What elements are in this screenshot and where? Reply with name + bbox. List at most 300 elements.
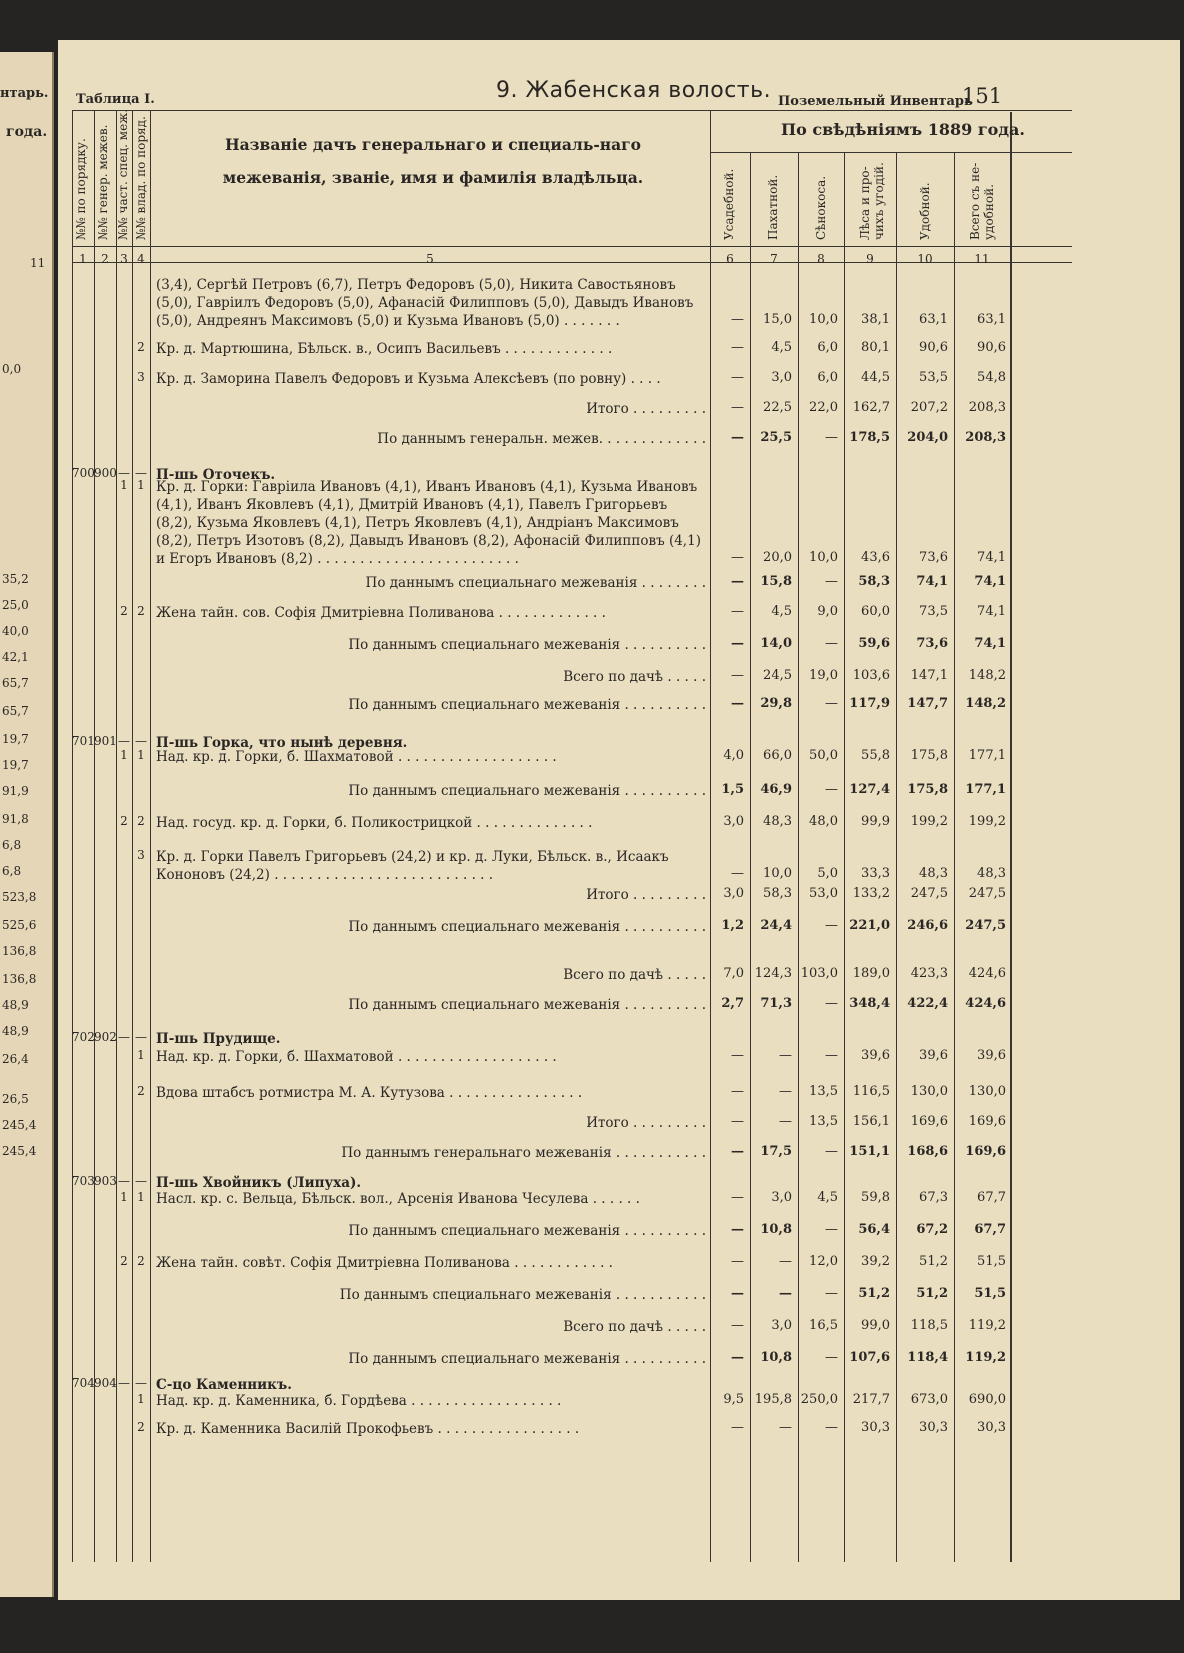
cell-value: 103,6 bbox=[852, 668, 890, 683]
cell-value: 58,3 bbox=[763, 886, 792, 901]
row-index-c1: 703 bbox=[72, 1174, 95, 1188]
left-page-value: 26,4 bbox=[2, 1052, 29, 1066]
cell-value: 16,5 bbox=[809, 1318, 838, 1333]
row-index-c4: 1 bbox=[137, 478, 145, 492]
owner-name: (3,4), Сергѣй Петровъ (6,7), Петръ Федоровъ (5,0), Никита Савостьяновъ (5,0), Гавріилъ Федоровъ (5,0), Афанасій Филипповъ (5,0), Давыдъ Ивановъ (5,0), Андреянъ Максимовъ (5,0) и Кузьма Ивановъ (5,0) . . . . . . . bbox=[156, 277, 694, 329]
cell-value: 59,8 bbox=[861, 1190, 890, 1205]
row-index-c3: 2 bbox=[120, 1254, 128, 1268]
owner-name: Вдова штабсъ ротмистра М. А. Кутузова . . . . . . . . . . . . . . . . bbox=[156, 1085, 583, 1101]
cell-value: 119,2 bbox=[965, 1350, 1006, 1365]
cell-value: 246,6 bbox=[907, 918, 948, 933]
row-index-c3: 1 bbox=[120, 748, 128, 762]
cell-value: — bbox=[825, 1222, 838, 1237]
left-page-value: 65,7 bbox=[2, 704, 29, 718]
left-page-value: 91,9 bbox=[2, 784, 29, 798]
cell-value: 169,6 bbox=[910, 1114, 948, 1129]
cell-value: 74,1 bbox=[916, 574, 948, 589]
cell-value: 20,0 bbox=[763, 550, 792, 565]
left-page-value: 48,9 bbox=[2, 1024, 29, 1038]
cell-value: — bbox=[731, 1190, 744, 1205]
cell-value: — bbox=[779, 1048, 792, 1063]
col-header-4: №№ влад. по поряд. bbox=[134, 116, 148, 240]
cell-value: — bbox=[779, 1286, 792, 1301]
row-index-c3: — bbox=[118, 734, 130, 748]
document-page bbox=[58, 40, 1180, 1600]
owner-name: Кр. д. Горки Павелъ Григорьевъ (24,2) и кр. д. Луки, Бѣльск. в., Исаакъ Кононовъ (24,2) . . . . . . . . . . . . . . . . . . . . . . . . . . bbox=[156, 849, 669, 883]
cell-value: 24,4 bbox=[760, 918, 792, 933]
row-index-c4: 1 bbox=[137, 748, 145, 762]
cell-value: — bbox=[731, 370, 744, 385]
cell-value: 74,1 bbox=[977, 550, 1006, 565]
cell-value: 424,6 bbox=[965, 996, 1006, 1011]
left-page-value: 35,2 bbox=[2, 572, 29, 586]
owner-name: По даннымъ специальнаго межеванія . . . . . . . . . . bbox=[348, 637, 706, 653]
cell-value: — bbox=[731, 1144, 744, 1159]
cell-value: — bbox=[779, 1114, 792, 1129]
owner-name: По даннымъ генеральнаго межеванія . . . . . . . . . . . bbox=[341, 1145, 706, 1161]
cell-value: 3,0 bbox=[771, 1190, 792, 1205]
owner-name: Над. госуд. кр. д. Горки, б. Поликострицкой . . . . . . . . . . . . . . bbox=[156, 815, 593, 831]
row-index-c4: 2 bbox=[137, 1254, 145, 1268]
cell-value: 53,5 bbox=[919, 370, 948, 385]
cell-value: 117,9 bbox=[849, 696, 890, 711]
cell-value: 124,3 bbox=[754, 966, 792, 981]
row-index-c4: 1 bbox=[137, 1392, 145, 1406]
column-number: 11 bbox=[974, 252, 990, 266]
cell-value: 127,4 bbox=[849, 782, 890, 797]
data-col-header-11: Всего съ не-удобной. bbox=[968, 162, 996, 240]
cell-value: 73,5 bbox=[919, 604, 948, 619]
cell-value: 3,0 bbox=[771, 1318, 792, 1333]
cell-value: 195,8 bbox=[754, 1392, 792, 1407]
table-label: Таблица I. bbox=[76, 92, 155, 107]
row-index-c3: — bbox=[118, 1376, 130, 1390]
row-index-c1: 702 bbox=[72, 1030, 95, 1044]
cell-value: 19,0 bbox=[809, 668, 838, 683]
col-header-2: №№ генер. межев. bbox=[96, 124, 110, 240]
cell-value: 30,3 bbox=[977, 1420, 1006, 1435]
year-rule bbox=[710, 152, 1072, 153]
left-page-value: 48,9 bbox=[2, 998, 29, 1012]
cell-value: 10,0 bbox=[763, 866, 792, 881]
cell-value: 39,6 bbox=[919, 1048, 948, 1063]
cell-value: — bbox=[731, 430, 744, 445]
col-line-2 bbox=[94, 110, 95, 1562]
cell-value: — bbox=[731, 1222, 744, 1237]
cell-value: 51,2 bbox=[916, 1286, 948, 1301]
cell-value: 424,6 bbox=[968, 966, 1006, 981]
owner-name: Насл. кр. с. Вельца, Бѣльск. вол., Арсенія Иванова Чесулева . . . . . . bbox=[156, 1191, 640, 1207]
cell-value: 148,2 bbox=[968, 668, 1006, 683]
cell-value: 1,2 bbox=[721, 918, 744, 933]
cell-value: 48,3 bbox=[977, 866, 1006, 881]
cell-value: 43,6 bbox=[861, 550, 890, 565]
cell-value: — bbox=[731, 1254, 744, 1269]
cell-value: 67,3 bbox=[919, 1190, 948, 1205]
cell-value: — bbox=[825, 1144, 838, 1159]
cell-value: 56,4 bbox=[858, 1222, 890, 1237]
cell-value: 6,0 bbox=[817, 340, 838, 355]
owner-name: Всего по дачѣ . . . . . bbox=[563, 669, 706, 685]
row-index-c2: 902 bbox=[94, 1030, 117, 1044]
row-index-c2: 904 bbox=[94, 1376, 117, 1390]
cell-value: 74,1 bbox=[977, 604, 1006, 619]
owner-name: Кр. д. Мартюшина, Бѣльск. в., Осипъ Васильевъ . . . . . . . . . . . . . bbox=[156, 341, 613, 357]
cell-value: 168,6 bbox=[907, 1144, 948, 1159]
cell-value: 44,5 bbox=[861, 370, 890, 385]
header-top-rule bbox=[72, 110, 1072, 111]
cell-value: — bbox=[779, 1254, 792, 1269]
left-page-value: 65,7 bbox=[2, 676, 29, 690]
header-bottom-rule bbox=[72, 246, 1072, 247]
row-index-c2: 903 bbox=[94, 1174, 117, 1188]
cell-value: — bbox=[731, 668, 744, 683]
cell-value: 162,7 bbox=[852, 400, 890, 415]
column-number: 6 bbox=[726, 252, 734, 266]
cell-value: 15,0 bbox=[763, 312, 792, 327]
owner-name: Итого . . . . . . . . . bbox=[586, 1115, 706, 1131]
row-index-c4: — bbox=[135, 1174, 147, 1188]
row-index-c4: 2 bbox=[137, 814, 145, 828]
cell-value: 48,0 bbox=[809, 814, 838, 829]
inventory-label: Поземельный Инвентарь bbox=[778, 94, 973, 109]
owner-name: По даннымъ специальнаго межеванія . . . . . . . . . . . bbox=[339, 1287, 706, 1303]
cell-value: — bbox=[731, 1048, 744, 1063]
row-index-c4: — bbox=[135, 466, 147, 480]
row-index-c2: 900 bbox=[94, 466, 117, 480]
row-index-c3: 1 bbox=[120, 1190, 128, 1204]
row-index-c4: 2 bbox=[137, 1084, 145, 1098]
cell-value: — bbox=[825, 782, 838, 797]
cell-value: 67,7 bbox=[974, 1222, 1006, 1237]
cell-value: 25,5 bbox=[760, 430, 792, 445]
row-index-c4: 2 bbox=[137, 1420, 145, 1434]
row-index-c1: 704 bbox=[72, 1376, 95, 1390]
cell-value: — bbox=[825, 430, 838, 445]
cell-value: — bbox=[731, 1318, 744, 1333]
cell-value: 22,5 bbox=[763, 400, 792, 415]
cell-value: 208,3 bbox=[968, 400, 1006, 415]
cell-value: — bbox=[731, 400, 744, 415]
left-page-value: 25,0 bbox=[2, 598, 29, 612]
cell-value: 250,0 bbox=[800, 1392, 838, 1407]
cell-value: 39,2 bbox=[861, 1254, 890, 1269]
cell-value: 67,7 bbox=[977, 1190, 1006, 1205]
row-index-c3: — bbox=[118, 1030, 130, 1044]
cell-value: 177,1 bbox=[965, 782, 1006, 797]
cell-value: 199,2 bbox=[910, 814, 948, 829]
cell-value: — bbox=[825, 1286, 838, 1301]
owner-name: Кр. д. Заморина Павелъ Федоровъ и Кузьма Алексѣевъ (по ровну) . . . . bbox=[156, 371, 661, 387]
cell-value: 673,0 bbox=[910, 1392, 948, 1407]
cell-value: 5,0 bbox=[817, 866, 838, 881]
row-index-c3: — bbox=[118, 466, 130, 480]
cell-value: 207,2 bbox=[910, 400, 948, 415]
cell-value: 58,3 bbox=[858, 574, 890, 589]
cell-value: 151,1 bbox=[849, 1144, 890, 1159]
owner-name: По даннымъ специальнаго межеванія . . . . . . . . . . bbox=[348, 783, 706, 799]
left-page-value: 136,8 bbox=[2, 944, 37, 958]
cell-value: — bbox=[825, 574, 838, 589]
row-index-c4: 3 bbox=[137, 848, 145, 862]
cell-value: 33,3 bbox=[861, 866, 890, 881]
year-header: По свѣдѣніямъ 1889 года. bbox=[781, 120, 1025, 139]
cell-value: 1,5 bbox=[721, 782, 744, 797]
left-page-value: 6,8 bbox=[2, 838, 22, 852]
row-index-c3: 1 bbox=[120, 478, 128, 492]
column-number: 8 bbox=[817, 252, 825, 266]
cell-value: — bbox=[731, 1350, 744, 1365]
cell-value: 4,0 bbox=[723, 748, 744, 763]
cell-value: 30,3 bbox=[919, 1420, 948, 1435]
cell-value: — bbox=[731, 696, 744, 711]
cell-value: 169,6 bbox=[965, 1144, 1006, 1159]
cell-value: 7,0 bbox=[723, 966, 744, 981]
cell-value: 14,0 bbox=[760, 636, 792, 651]
left-page-value: 245,4 bbox=[2, 1144, 37, 1158]
cell-value: 3,0 bbox=[723, 886, 744, 901]
cell-value: 9,5 bbox=[723, 1392, 744, 1407]
owner-name: Жена тайн. совѣт. Софія Дмитріевна Поливанова . . . . . . . . . . . . bbox=[156, 1255, 613, 1271]
page-number: 151 bbox=[962, 84, 1003, 108]
cell-value: 74,1 bbox=[974, 636, 1006, 651]
owner-name: Над. кр. д. Каменника, б. Гордѣева . . . . . . . . . . . . . . . . . . bbox=[156, 1393, 562, 1409]
cell-value: 147,7 bbox=[907, 696, 948, 711]
cell-value: 130,0 bbox=[910, 1084, 948, 1099]
cell-value: 422,4 bbox=[907, 996, 948, 1011]
cell-value: 63,1 bbox=[919, 312, 948, 327]
cell-value: 3,0 bbox=[723, 814, 744, 829]
cell-value: 51,5 bbox=[974, 1286, 1006, 1301]
cell-value: 2,7 bbox=[721, 996, 744, 1011]
cell-value: 15,8 bbox=[760, 574, 792, 589]
cell-value: 73,6 bbox=[919, 550, 948, 565]
data-col-header-8: Сѣнокоса. bbox=[814, 175, 828, 240]
cell-value: 51,2 bbox=[919, 1254, 948, 1269]
cell-value: 118,4 bbox=[907, 1350, 948, 1365]
cell-value: 10,8 bbox=[760, 1222, 792, 1237]
cell-value: — bbox=[731, 1286, 744, 1301]
column-number: 7 bbox=[770, 252, 778, 266]
cell-value: 9,0 bbox=[817, 604, 838, 619]
cell-value: 119,2 bbox=[968, 1318, 1006, 1333]
cell-value: 10,0 bbox=[809, 550, 838, 565]
cell-value: 54,8 bbox=[977, 370, 1006, 385]
col-line-6 bbox=[710, 110, 711, 1562]
estate-name: П-шь Горка, что нынѣ деревня. bbox=[156, 735, 408, 751]
row-index-c3: — bbox=[118, 1174, 130, 1188]
left-page-value: 91,8 bbox=[2, 812, 29, 826]
row-index-c4: — bbox=[135, 734, 147, 748]
col-line-3 bbox=[116, 110, 117, 1562]
cell-value: 51,2 bbox=[858, 1286, 890, 1301]
row-index-c4: — bbox=[135, 1376, 147, 1390]
cell-value: — bbox=[825, 636, 838, 651]
cell-value: 423,3 bbox=[910, 966, 948, 981]
cell-value: 348,4 bbox=[849, 996, 890, 1011]
left-page-value: 525,6 bbox=[2, 918, 37, 932]
row-index-c3: 2 bbox=[120, 604, 128, 618]
cell-value: — bbox=[825, 1420, 838, 1435]
cell-value: — bbox=[825, 1350, 838, 1365]
column-number: 4 bbox=[137, 252, 145, 266]
estate-name: П-шь Хвойникъ (Липуха). bbox=[156, 1175, 362, 1191]
owner-name: По даннымъ генеральн. межев. . . . . . . . . . . . . bbox=[377, 431, 706, 447]
cell-value: 59,6 bbox=[858, 636, 890, 651]
row-index-c4: — bbox=[135, 1030, 147, 1044]
cell-value: 53,0 bbox=[809, 886, 838, 901]
row-index-c4: 2 bbox=[137, 340, 145, 354]
cell-value: 80,1 bbox=[861, 340, 890, 355]
cell-value: 118,5 bbox=[910, 1318, 948, 1333]
cell-value: 51,5 bbox=[977, 1254, 1006, 1269]
cell-value: 3,0 bbox=[771, 370, 792, 385]
owner-name: По даннымъ специальнаго межеванія . . . . . . . . . . bbox=[348, 919, 706, 935]
cell-value: 6,0 bbox=[817, 370, 838, 385]
column-number: 10 bbox=[917, 252, 933, 266]
cell-value: — bbox=[825, 918, 838, 933]
cell-value: 71,3 bbox=[760, 996, 792, 1011]
cell-value: 38,1 bbox=[861, 312, 890, 327]
cell-value: 90,6 bbox=[977, 340, 1006, 355]
row-index-c3: 2 bbox=[120, 814, 128, 828]
col-line-4 bbox=[132, 110, 133, 1562]
cell-value: 63,1 bbox=[977, 312, 1006, 327]
cell-value: 4,5 bbox=[817, 1190, 838, 1205]
row-index-c2: 901 bbox=[94, 734, 117, 748]
left-page-header: нтарь. bbox=[0, 86, 49, 101]
cell-value: 189,0 bbox=[852, 966, 890, 981]
left-page-value: 19,7 bbox=[2, 732, 29, 746]
row-index-c4: 1 bbox=[137, 1190, 145, 1204]
row-index-c1: 700 bbox=[72, 466, 95, 480]
owner-name: По даннымъ специальнаго межеванія . . . . . . . . . . bbox=[348, 697, 706, 713]
owner-name: Кр. д. Каменника Василій Прокофьевъ . . . . . . . . . . . . . . . . . bbox=[156, 1421, 580, 1437]
cell-value: 690,0 bbox=[968, 1392, 1006, 1407]
left-page-value: 26,5 bbox=[2, 1092, 29, 1106]
cell-value: — bbox=[731, 1420, 744, 1435]
column-number: 3 bbox=[120, 252, 128, 266]
cell-value: 247,5 bbox=[968, 886, 1006, 901]
cell-value: 130,0 bbox=[968, 1084, 1006, 1099]
col-header-1: №№ по порядку. bbox=[74, 138, 88, 240]
cell-value: 90,6 bbox=[919, 340, 948, 355]
cell-value: 29,8 bbox=[760, 696, 792, 711]
column-number: 9 bbox=[866, 252, 874, 266]
cell-value: 175,8 bbox=[907, 782, 948, 797]
cell-value: 24,5 bbox=[763, 668, 792, 683]
owner-name: Кр. д. Горки: Гавріила Ивановъ (4,1), Иванъ Ивановъ (4,1), Кузьма Ивановъ (4,1), Иванъ Яковлевъ (4,1), Дмитрій Ивановъ (4,1), Павелъ Григорьевъ (8,2), Кузьма Яковлевъ (4,1), Петръ Яковлевъ (4,1), Андріанъ Максимовъ (8,2), Петръ Изотовъ (8,2), Давыдъ Ивановъ (8,2), Афонасій Филипповъ (4,1) и Егоръ Ивановъ (8,2) . . . . . . . . . . . . . . . . . . . . . . . . bbox=[156, 479, 701, 567]
owner-name: Итого . . . . . . . . . bbox=[586, 401, 706, 417]
data-col-header-6: Усадебной. bbox=[722, 168, 736, 240]
cell-value: 17,5 bbox=[760, 1144, 792, 1159]
owner-name: По даннымъ специальнаго межеванія . . . . . . . . . . bbox=[348, 997, 706, 1013]
owner-name: Итого . . . . . . . . . bbox=[586, 887, 706, 903]
column-number: 2 bbox=[101, 252, 109, 266]
cell-value: 116,5 bbox=[852, 1084, 890, 1099]
cell-value: 55,8 bbox=[861, 748, 890, 763]
left-page-subheader: года. bbox=[6, 124, 48, 140]
data-col-header-7: Пахатной. bbox=[766, 174, 780, 240]
left-page-value: 523,8 bbox=[2, 890, 37, 904]
owner-name: По даннымъ специальнаго межеванія . . . . . . . . . . bbox=[348, 1223, 706, 1239]
cell-value: 48,3 bbox=[919, 866, 948, 881]
cell-value: 103,0 bbox=[800, 966, 838, 981]
data-col-header-9: Лѣса и про-чихъ угодій. bbox=[858, 162, 886, 240]
column-number: 1 bbox=[79, 252, 87, 266]
left-page-value: 136,8 bbox=[2, 972, 37, 986]
left-page-value: 42,1 bbox=[2, 650, 29, 664]
owner-name: По даннымъ специальнаго межеванія . . . . . . . . . . bbox=[348, 1351, 706, 1367]
row-index-c4: 1 bbox=[137, 1048, 145, 1062]
cell-value: 133,2 bbox=[852, 886, 890, 901]
col-line-5 bbox=[150, 110, 151, 1562]
cell-value: 30,3 bbox=[861, 1420, 890, 1435]
left-page-value: 0,0 bbox=[2, 362, 22, 376]
cell-value: 46,9 bbox=[760, 782, 792, 797]
cell-value: — bbox=[731, 636, 744, 651]
cell-value: 22,0 bbox=[809, 400, 838, 415]
cell-value: 217,7 bbox=[852, 1392, 890, 1407]
row-index-c4: 3 bbox=[137, 370, 145, 384]
cell-value: 4,5 bbox=[771, 340, 792, 355]
cell-value: 10,8 bbox=[760, 1350, 792, 1365]
cell-value: — bbox=[779, 1420, 792, 1435]
cell-value: 48,3 bbox=[763, 814, 792, 829]
cell-value: 39,6 bbox=[861, 1048, 890, 1063]
cell-value: 247,5 bbox=[965, 918, 1006, 933]
owner-name: Всего по дачѣ . . . . . bbox=[563, 967, 706, 983]
owner-name: Всего по дачѣ . . . . . bbox=[563, 1319, 706, 1335]
cell-value: — bbox=[731, 1084, 744, 1099]
cell-value: 99,0 bbox=[861, 1318, 890, 1333]
cell-value: 204,0 bbox=[907, 430, 948, 445]
owner-name: Жена тайн. сов. Софія Дмитріевна Поливанова . . . . . . . . . . . . . bbox=[156, 605, 606, 621]
estate-name: П-шь Оточекъ. bbox=[156, 467, 276, 483]
cell-value: 247,5 bbox=[910, 886, 948, 901]
cell-value: 175,8 bbox=[910, 748, 948, 763]
cell-value: 4,5 bbox=[771, 604, 792, 619]
cell-value: 99,9 bbox=[861, 814, 890, 829]
estate-name: П-шь Прудище. bbox=[156, 1031, 281, 1047]
owner-name: По даннымъ специальнаго межеванія . . . . . . . . bbox=[365, 575, 706, 591]
main-column-header: Названіе дачъ генеральнаго и специаль-наго межеванія, званіе, имя и фамилія владѣльца. bbox=[222, 135, 644, 187]
data-col-header-10: Удобной. bbox=[918, 182, 932, 240]
cell-value: 13,5 bbox=[809, 1114, 838, 1129]
cell-value: 177,1 bbox=[968, 748, 1006, 763]
left-page-value: 6,8 bbox=[2, 864, 22, 878]
left-page-value: 245,4 bbox=[2, 1118, 37, 1132]
cell-value: — bbox=[731, 1114, 744, 1129]
cell-value: 169,6 bbox=[968, 1114, 1006, 1129]
col-line-1 bbox=[72, 110, 73, 1562]
cell-value: — bbox=[731, 550, 744, 565]
left-page-value: 19,7 bbox=[2, 758, 29, 772]
cell-value: 74,1 bbox=[974, 574, 1006, 589]
cell-value: 50,0 bbox=[809, 748, 838, 763]
page-title: 9. Жабенская волость. bbox=[496, 78, 772, 103]
cell-value: 39,6 bbox=[977, 1048, 1006, 1063]
cell-value: 13,5 bbox=[809, 1084, 838, 1099]
cell-value: — bbox=[825, 696, 838, 711]
cell-value: — bbox=[731, 574, 744, 589]
cell-value: — bbox=[825, 1048, 838, 1063]
estate-name: С-цо Каменникъ. bbox=[156, 1377, 292, 1393]
col-line-12 bbox=[1010, 112, 1012, 1562]
left-page-edge bbox=[0, 52, 54, 1597]
cell-value: — bbox=[779, 1084, 792, 1099]
cell-value: 147,1 bbox=[910, 668, 948, 683]
